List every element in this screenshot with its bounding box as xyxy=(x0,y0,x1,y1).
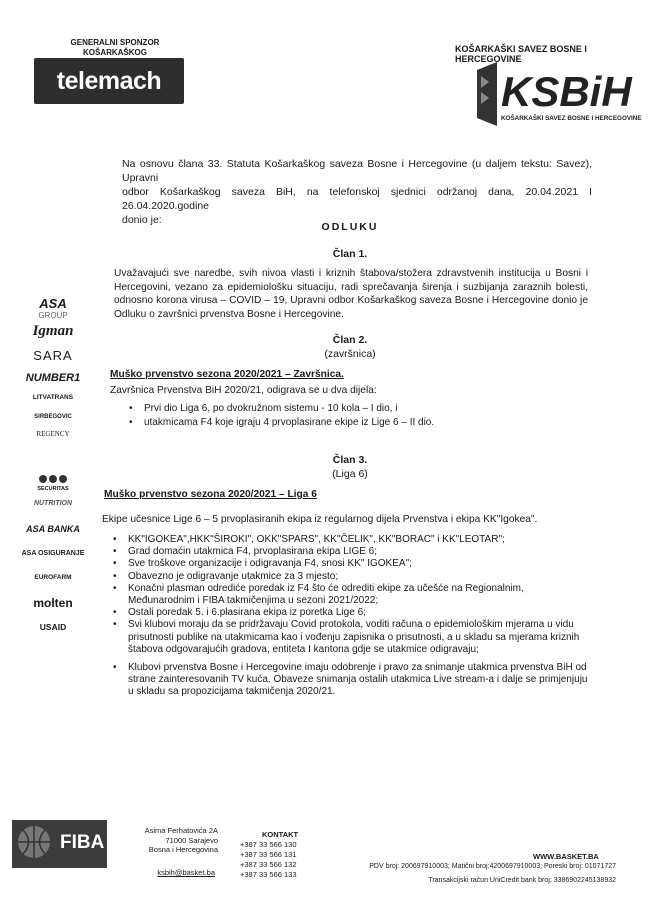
clan3-text: Ekipe učesnice Lige 6 – 5 prvoplasiranih ekipa iz regularnog dijela Prvenstva i ekipa KK"Igokea". xyxy=(102,514,538,525)
sponsor-usaid-logo: USAID xyxy=(39,622,67,632)
fiba-wordmark: FIBA xyxy=(60,832,105,853)
intro-line-2: odbor Košarkaškog saveza BiH, na telefonskoj sjednici održanoj dana, 20.04.2021 I 26.04.2020.godine xyxy=(122,186,592,212)
list-item: • Grad domaćin utakmica F4, prvoplasirana ekipa LIGE 6; xyxy=(110,546,588,558)
federation-name: KOŠARKAŠKI SAVEZ BOSNE I HERCEGOVINE xyxy=(455,44,587,64)
list-item: • Konačni plasman odrediće poredak iz F4 što će odrediti ekipe za učešće na Regionalnim, Međunarodnim i FIBA takmičenjima u sezoni 2021/2022; xyxy=(110,583,588,607)
footer-ids: PDV broj: 200697910003; Matični broj:4200697910003; Poreski broj: 01071727 xyxy=(369,863,616,870)
footer-address: Asima Ferhatovića 2A 71000 Sarajevo Bosna i Hercegovina xyxy=(144,826,218,854)
decision-title: ODLUKU xyxy=(321,221,379,233)
list-item: • Sve troškove organizacije i odigravanja F4, snosi KK" IGOKEA"; xyxy=(110,558,588,570)
intro-paragraph xyxy=(122,157,592,227)
list-item: • utakmicama F4 koje igraju 4 prvoplasirane ekipe iz Lige 6 – II dio. xyxy=(126,417,576,429)
ksbih-emblem-icon xyxy=(475,60,642,132)
clan2-text: Završnica Prvenstva BiH 2020/21, odigrava se u dva dijela: xyxy=(110,385,377,396)
clan3-list xyxy=(110,534,588,699)
sponsor-sara-logo: SARA xyxy=(33,348,73,363)
telemach-wordmark: telemach xyxy=(56,66,162,95)
sponsor-asa-logo: ASA GROUP xyxy=(38,296,68,320)
sponsor-asa-osiguranje-logo: ASA OSIGURANJE xyxy=(21,550,85,557)
clan3-heading: Član 3. xyxy=(332,454,368,466)
list-item: • Klubovi prvenstva Bosne i Hercegovine imaju odobrenje i pravo za snimanje utakmica prvenstva BiH od strane zainteresovanih TV kuća. Obaveze snimanja ostalih utakmica Live stream-a i dalje se primjenjuju u skladu sa propozicijama takmičenja 2020/21. xyxy=(110,662,588,699)
sponsor-regency-logo: REGENCY xyxy=(36,430,70,438)
list-item: • Prvi dio Liga 6, po dvokružnom sistemu - 10 kola – I dio, i xyxy=(126,403,576,415)
sponsor-igman-logo: Igman xyxy=(32,323,74,339)
list-item: • Svi klubovi moraju da se pridržavaju Covid protokola, voditi računa o epidemiološkim mjerama u vidu prisutnosti publike na utakmicama kao i vođenju zapisnika o prisutnosti, a u skladu sa mjerama kriznih štabova odgovarajućih gradova, entiteta I kantona gdje se utakmice odigravaju; xyxy=(110,619,588,656)
clan2-subheading: (završnica) xyxy=(324,348,376,360)
telemach-logo xyxy=(34,58,184,104)
ksbih-logo xyxy=(475,60,642,132)
clan2-section-title: Muško prvenstvo sezona 2020/2021 – Završnica. xyxy=(110,369,344,380)
sponsor-eurofarm-logo: EUROFARM xyxy=(34,574,72,581)
footer-phones: +387 33 566 130 +387 33 566 131 +387 33 566 132 +387 33 566 133 xyxy=(240,840,297,879)
clan1-heading: Član 1. xyxy=(332,248,368,260)
sponsor-sirbegovic-logo: SIRBEGOVIC xyxy=(34,414,72,420)
sponsor-molten-logo: molten xyxy=(33,596,73,610)
clan3-subheading: (Liga 6) xyxy=(332,468,368,480)
sponsor-line-1: GENERALNI SPONZOR KOŠARKAŠKOG xyxy=(70,38,160,57)
footer-website[interactable]: WWW.BASKET.BA xyxy=(533,852,599,861)
footer-contact-label: KONTAKT xyxy=(262,830,299,839)
intro-line-1: Na osnovu člana 33. Statuta Košarkaškog saveza Bosne i Hercegovine (u daljem tekstu: Savez), Upravni xyxy=(122,158,592,184)
list-item: • Ostali poredak 5. i 6.plasirana ekipa iz poretka Lige 6; xyxy=(110,607,588,619)
sponsor-nutrition-logo: NUTRITION xyxy=(33,500,73,507)
svg-text:KOŠARKAŠKI SAVEZ BOSNE I HERCE: KOŠARKAŠKI SAVEZ BOSNE I HERCEGOVINE xyxy=(501,115,642,122)
clan2-heading: Član 2. xyxy=(332,334,368,346)
clan3-section-title: Muško prvenstvo sezona 2020/2021 – Liga 6 xyxy=(104,489,317,500)
footer-email[interactable]: ksbih@basket.ba xyxy=(157,868,215,877)
list-item: • Obavezno je odigravanje utakmice za 3 mjesto; xyxy=(110,571,588,583)
sponsor-litvatrans-logo: LITVATRANS xyxy=(32,394,74,401)
fiba-logo xyxy=(12,820,107,868)
clan2-list xyxy=(126,403,576,429)
intro-line-3: donio je: xyxy=(122,214,162,226)
sponsor-number1-logo: NUMBER1 xyxy=(25,372,81,384)
sponsor-securitas-logo: SECURITAS xyxy=(37,486,69,492)
sponsor-asa-banka-logo: ASA BANKA xyxy=(26,524,80,534)
svg-text:KSBiH: KSBiH xyxy=(501,68,632,115)
list-item: • KK"IGOKEA",HKK"ŠIROKI", OKK"SPARS", KK"ČELIK", KK"BORAC" i KK"LEOTAR"; xyxy=(110,534,588,546)
footer-bank: Transakcijski račun UniCredit bank broj: 3386902245138932 xyxy=(428,877,616,884)
clan1-text: Uvažavajući sve naredbe, svih nivoa vlasti i kriznih štabova/stožera zdravstvenih institucija u Bosni i Hercegovini, vezano za epidemiološku situaciju, radi sprečavanja širenja i suzbijanja zaraznih bolesti, odnosno korona virusa – COVID – 19, Upravni odbor Košarkaškog saveza Bosne i Hercegovine donio je Odluku o završnici prvenstva Bosne i Hercegovine. xyxy=(114,268,588,320)
